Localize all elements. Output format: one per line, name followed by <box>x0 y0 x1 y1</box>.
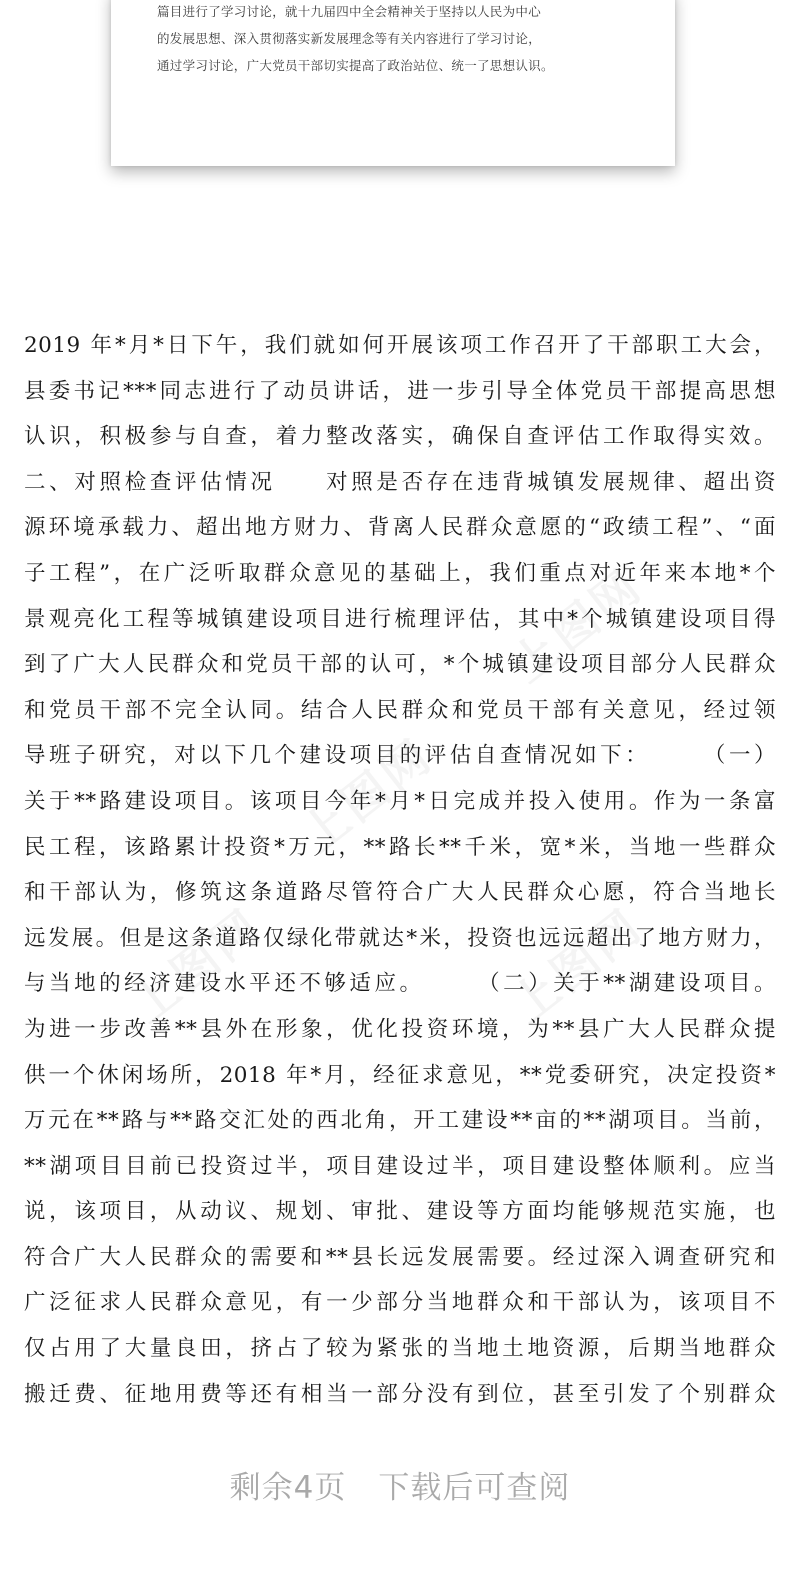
body-line: 广泛征求人民群众意见，有一少部分当地群众和干部认为，该项目不 <box>24 1290 776 1316</box>
body-line: 导班子研究，对以下几个建设项目的评估自查情况如下： （一） <box>24 743 776 769</box>
body-line: 民工程，该路累计投资*万元，**路长**千米，宽*米，当地一些群众 <box>24 834 776 860</box>
body-line: 和党员干部不完全认同。结合人民群众和党员干部有关意见，经过领 <box>24 697 776 723</box>
preview-line: 的发展思想、深入贯彻落实新发展理念等有关内容进行了学习讨论， <box>157 31 542 46</box>
body-line: 供一个休闲场所，2018 年*月，经征求意见，**党委研究，决定投资* <box>24 1062 776 1088</box>
body-line: 源环境承载力、超出地方财力、背离人民群众意愿的“政绩工程”、“面 <box>24 515 776 541</box>
body-line: 远发展。但是这条道路仅绿化带就达*米，投资也远远超出了地方财力， <box>24 925 776 951</box>
body-line: 认识，积极参与自查，着力整改落实，确保自查评估工作取得实效。 <box>24 424 776 450</box>
body-line: 为进一步改善**县外在形象，优化投资环境，为**县广大人民群众提 <box>24 1016 776 1042</box>
body-line: 说，该项目，从动议、规划、审批、建设等方面均能够规范实施，也 <box>24 1199 776 1225</box>
document-preview-card <box>111 0 675 166</box>
body-line: 符合广大人民群众的需要和**县长远发展需要。经过深入调查研究和 <box>24 1244 776 1270</box>
body-line: 仅占用了大量良田，挤占了较为紧张的当地土地资源，后期当地群众 <box>24 1336 776 1362</box>
preview-line: 通过学习讨论，广大党员干部切实提高了政治站位、统一了思想认识。 <box>157 58 554 73</box>
preview-text <box>157 0 637 79</box>
body-line: 与当地的经济建设水平还不够适应。 （二）关于**湖建设项目。 <box>24 971 776 997</box>
body-line: 子工程”，在广泛听取群众意见的基础上，我们重点对近年来本地*个 <box>24 560 776 586</box>
body-line: 2019 年*月*日下午，我们就如何开展该项工作召开了干部职工大会， <box>24 333 776 358</box>
download-to-read-more-banner[interactable]: 剩余4页 下载后可查阅 <box>229 1470 571 1506</box>
body-line: 景观亮化工程等城镇建设项目进行梳理评估，其中*个城镇建设项目得 <box>24 606 776 632</box>
body-line: 县委书记***同志进行了动员讲话，进一步引导全体党员干部提高思想 <box>24 378 776 404</box>
document-body <box>24 323 776 1417</box>
body-line: 关于**路建设项目。该项目今年*月*日完成并投入使用。作为一条富 <box>24 788 776 814</box>
preview-line: 篇目进行了学习讨论，就十九届四中全会精神关于坚持以人民为中心 <box>157 4 542 19</box>
body-line: 二、对照检查评估情况 对照是否存在违背城镇发展规律、超出资 <box>24 469 776 495</box>
body-line: 到了广大人民群众和党员干部的认可，*个城镇建设项目部分人民群众 <box>24 652 776 678</box>
body-line: 搬迁费、征地用费等还有相当一部分没有到位，甚至引发了个别群众 <box>24 1381 776 1407</box>
body-line: **湖项目目前已投资过半，项目建设过半，项目建设整体顺利。应当 <box>24 1153 776 1179</box>
body-line: 和干部认为，修筑这条道路尽管符合广大人民群众心愿，符合当地长 <box>24 880 776 906</box>
body-line: 万元在**路与**路交汇处的西北角，开工建设**亩的**湖项目。当前， <box>24 1108 776 1134</box>
